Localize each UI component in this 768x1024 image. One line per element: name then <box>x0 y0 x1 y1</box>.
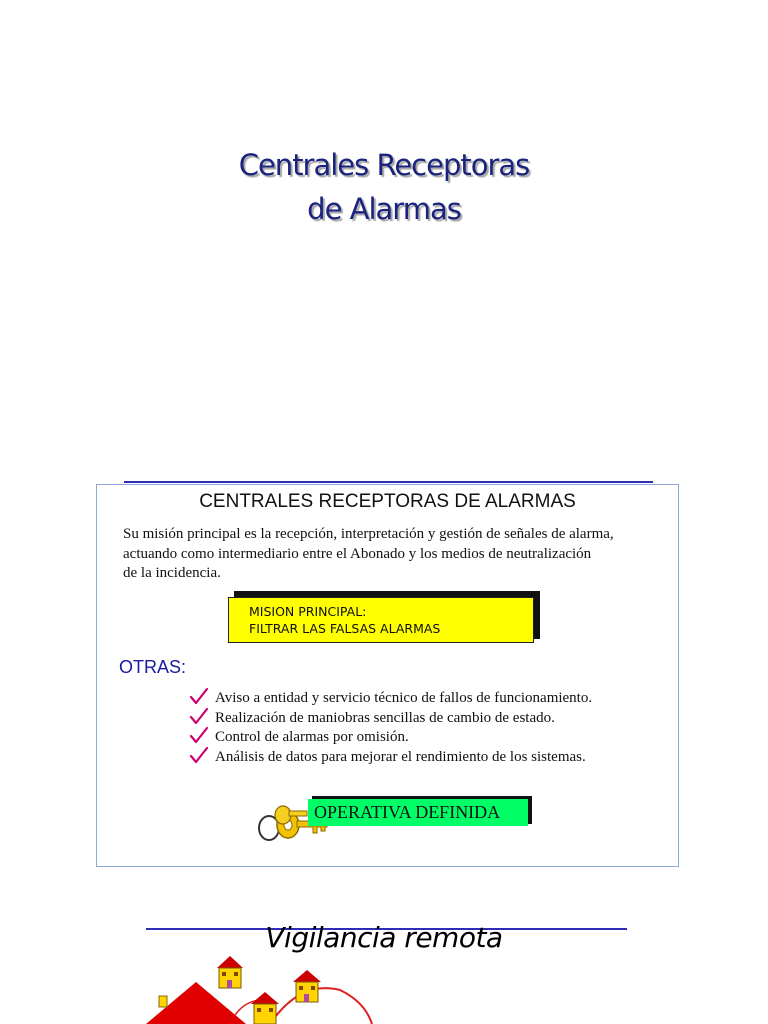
mission-box-line-1: MISION PRINCIPAL: <box>249 604 367 619</box>
houses-illustration <box>0 940 768 1024</box>
mission-box <box>228 597 534 643</box>
content-panel <box>96 484 679 867</box>
checklist-item-text: Análisis de datos para mejorar el rendimiento de los sistemas. <box>215 748 586 765</box>
checklist-item <box>189 709 592 729</box>
slide-title-line-2: de Alarmas <box>307 192 461 226</box>
checklist-item <box>189 748 592 768</box>
otras-label: OTRAS: <box>119 657 187 677</box>
mission-box-line-2: FILTRAR LAS FALSAS ALARMAS <box>249 621 441 636</box>
checkmark-icon <box>189 726 209 746</box>
house-icon <box>293 970 321 1002</box>
checklist-item-text: Realización de maniobras sencillas de cambio de estado. <box>215 709 555 726</box>
house-icon <box>217 956 243 988</box>
task-checklist <box>189 689 592 767</box>
checklist-item-text: Control de alarmas por omisión. <box>215 729 409 745</box>
house-icon <box>251 992 279 1024</box>
top-divider <box>124 481 653 483</box>
checkmark-icon <box>189 707 209 727</box>
checkmark-icon <box>189 746 209 766</box>
mission-paragraph: Su misión principal es la recepción, interpretación y gestión de señales de alarma, actuando como intermediario entre el Abonado y los medios de neutralización de la incidencia. <box>123 526 614 581</box>
slide-title <box>0 143 768 231</box>
checklist-item-text: Aviso a entidad y servicio técnico de fallos de funcionamiento. <box>215 690 593 706</box>
slide-title-line-1: Centrales Receptoras <box>238 148 530 182</box>
checklist-item <box>189 728 592 748</box>
operativa-box: OPERATIVA DEFINIDA <box>308 799 528 826</box>
panel-heading: CENTRALES RECEPTORAS DE ALARMAS <box>199 491 576 512</box>
checkmark-icon <box>189 687 209 707</box>
slide-2-title: Vigilancia remota <box>265 921 503 954</box>
checklist-item <box>189 689 592 709</box>
